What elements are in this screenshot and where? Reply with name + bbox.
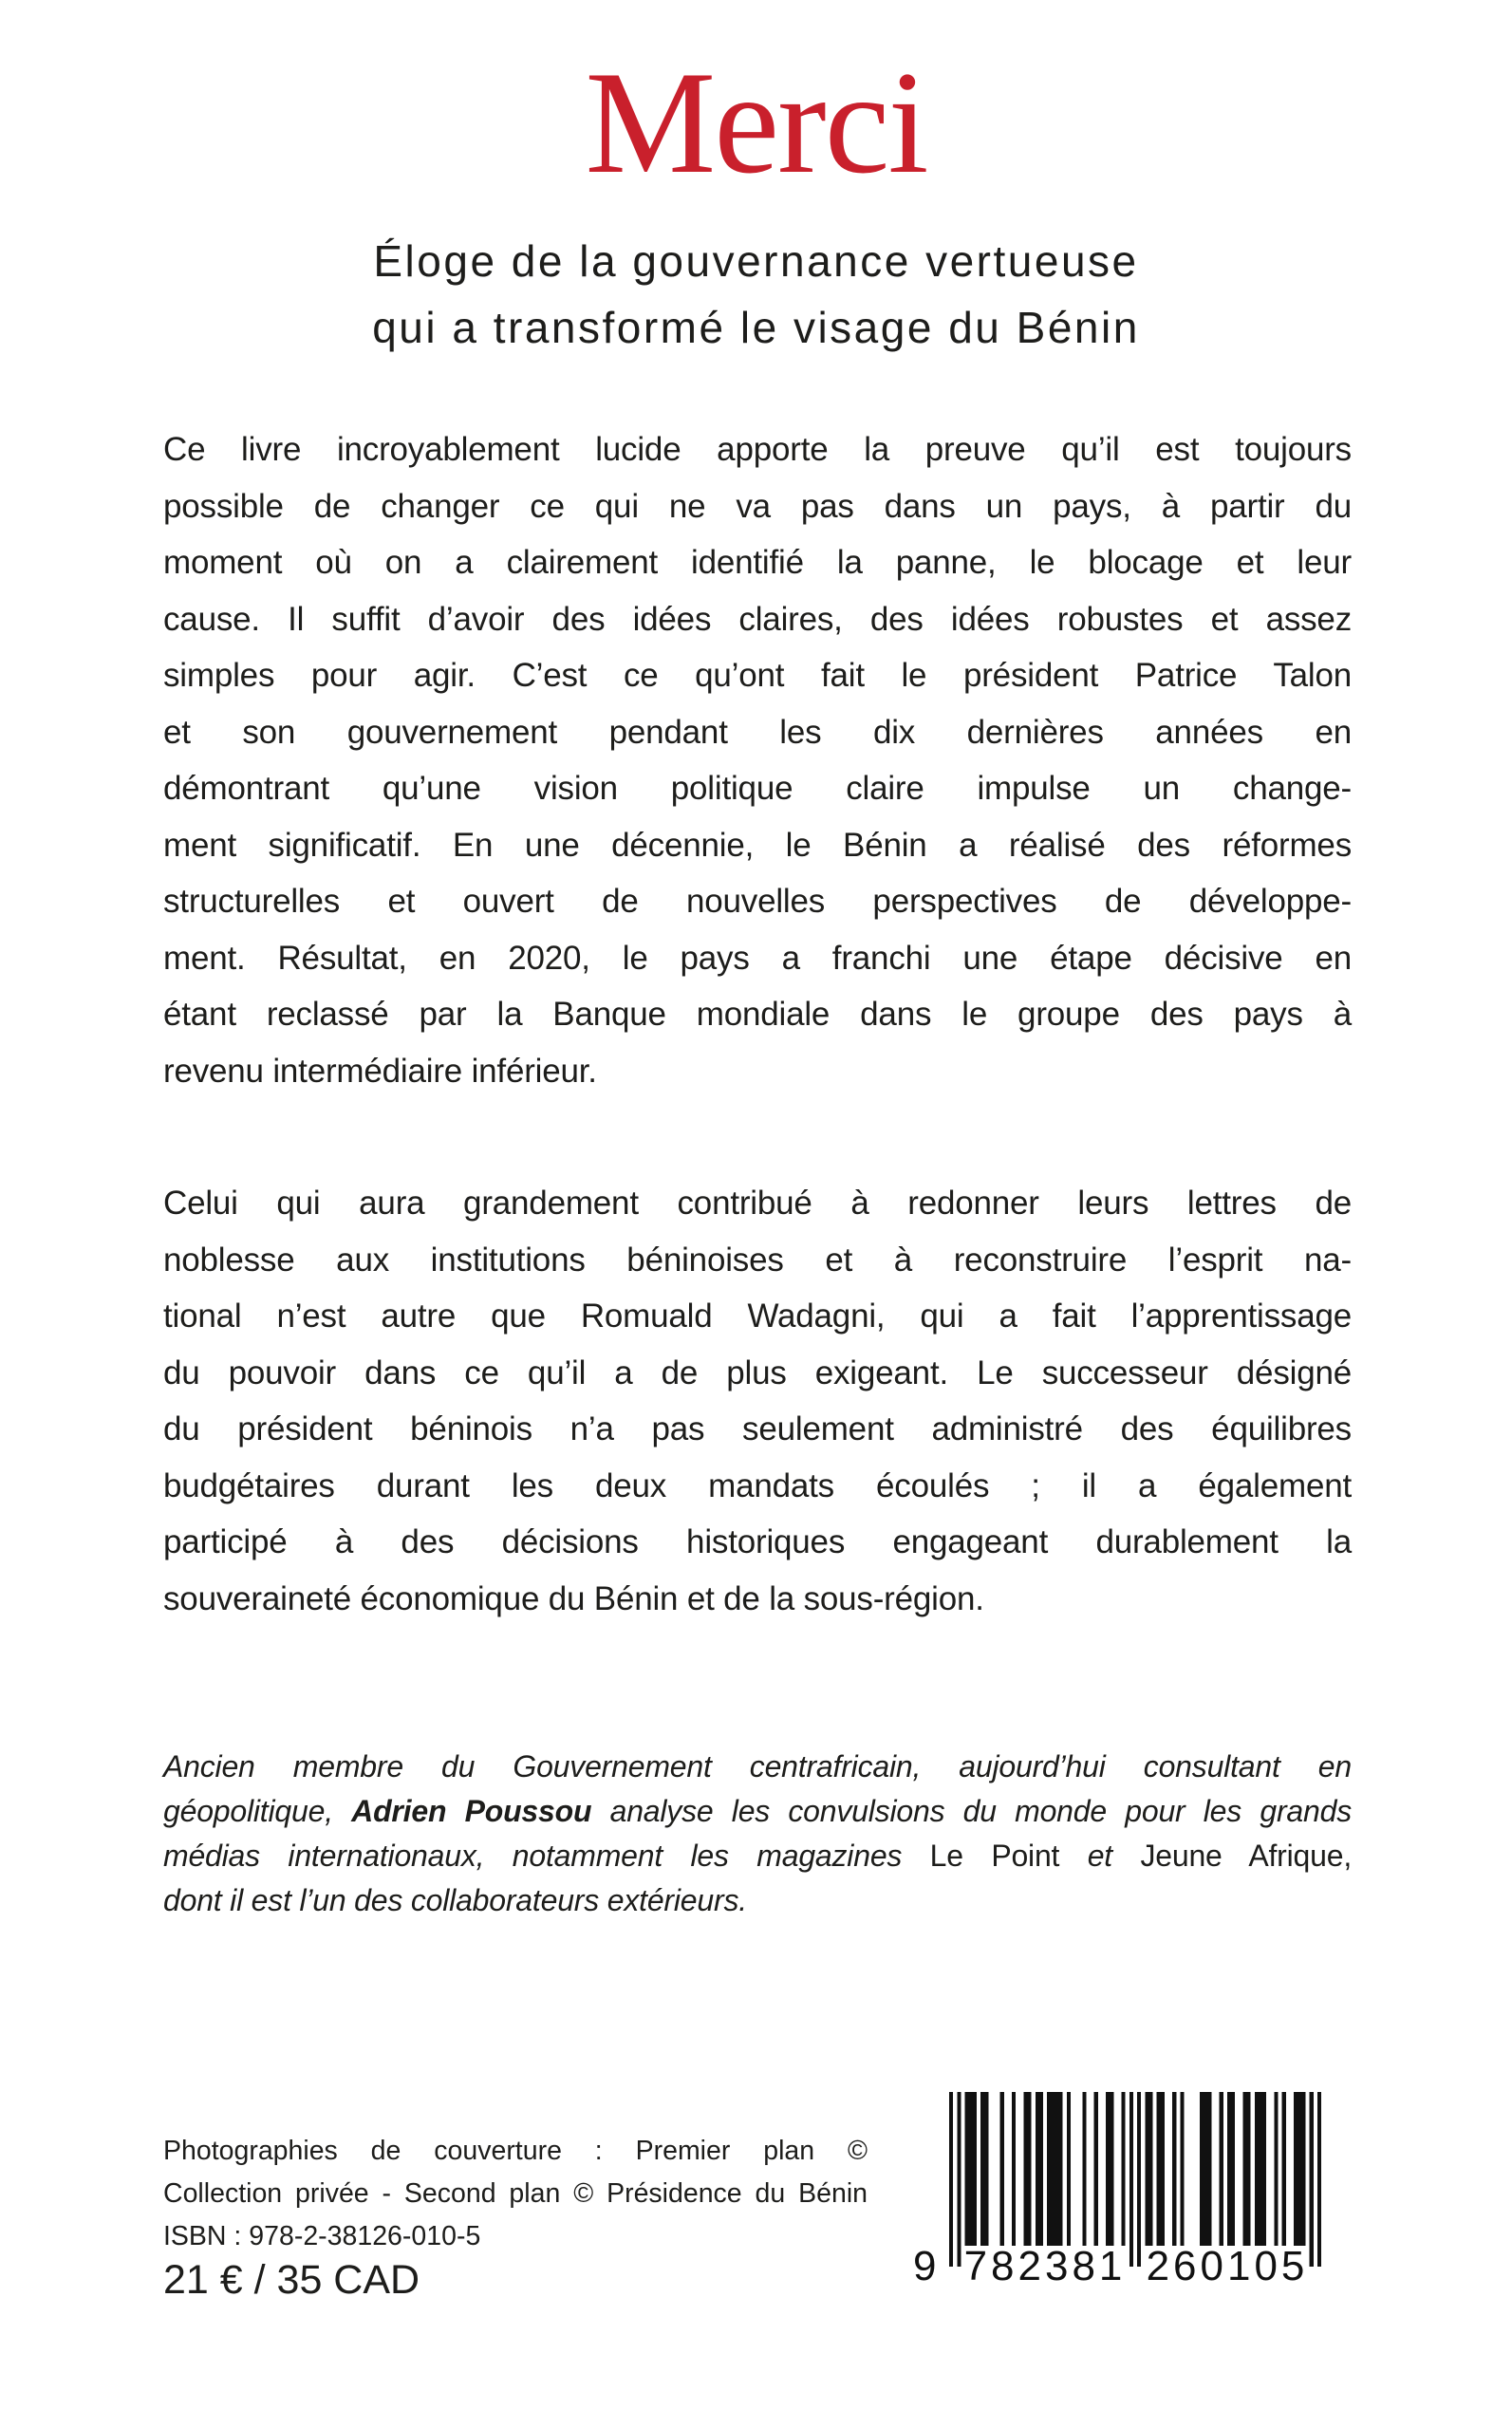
text-line: qui a transformé le visage du Bénin	[372, 303, 1140, 352]
text-segment: médias internationaux, notamment les magazines	[163, 1839, 930, 1873]
synopsis-paragraph-1	[163, 421, 1352, 1099]
text-line: ment significatif. En une décennie, le Bénin a réalisé des réformes	[163, 826, 1352, 864]
text-line	[163, 1834, 1352, 1878]
text-line: noblesse aux institutions béninoises et à reconstruire l’esprit na-	[163, 1241, 1352, 1279]
text-line: revenu intermédiaire inférieur.	[163, 1052, 597, 1090]
text-line: dont il est l’un des collaborateurs extérieurs.	[163, 1883, 747, 1917]
text-line: étant reclassé par la Banque mondiale dans le groupe des pays à	[163, 996, 1352, 1033]
price-label: 21 € / 35 CAD	[163, 2257, 420, 2303]
photo-credits	[163, 2130, 868, 2215]
text-segment: Jeune Afrique,	[1140, 1839, 1353, 1873]
text-line: Ancien membre du Gouvernement centrafricain, aujourd’hui consultant en	[163, 1749, 1352, 1783]
text-line: Celui qui aura grandement contribué à redonner leurs lettres de	[163, 1185, 1352, 1222]
ean-digits-left-group: 782381	[963, 2243, 1127, 2289]
ean13-barcode	[913, 2092, 1321, 2315]
text-line: possible de changer ce qui ne va pas dans un pays, à partir du	[163, 487, 1352, 525]
text-line: du président béninois n’a pas seulement administré des équilibres	[163, 1410, 1352, 1447]
text-line: moment où on a clairement identifié la panne, le blocage et leur	[163, 544, 1352, 581]
ean13-bars	[949, 2092, 1321, 2267]
text-segment: Adrien Poussou	[351, 1794, 592, 1828]
text-line: souveraineté économique du Bénin et de la sous-région.	[163, 1579, 984, 1617]
text-line: du pouvoir dans ce qu’il a de plus exigeant. Le successeur désigné	[163, 1354, 1352, 1391]
text-segment: Le Point	[929, 1839, 1060, 1873]
ean-digit-first: 9	[913, 2243, 937, 2289]
text-line: cause. Il suffit d’avoir des idées claires, des idées robustes et assez	[163, 600, 1352, 638]
text-line: budgétaires durant les deux mandats écoulés ; il a également	[163, 1466, 1352, 1504]
text-line: Photographies de couverture : Premier plan ©	[163, 2136, 868, 2166]
text-segment: analyse les convulsions du monde pour les grands	[591, 1794, 1353, 1828]
text-line: et son gouvernement pendant les dix dernières années en	[163, 713, 1352, 751]
ean-digits-right-group: 260105	[1146, 2243, 1309, 2289]
text-segment: géopolitique,	[163, 1794, 352, 1828]
text-line: simples pour agir. C’est ce qu’ont fait le président Patrice Talon	[163, 657, 1352, 694]
text-line: participé à des décisions historiques engageant durablement la	[163, 1523, 1352, 1560]
book-title: Merci	[585, 41, 927, 204]
text-line: tional n’est autre que Romuald Wadagni, qui a fait l’apprentissage	[163, 1298, 1352, 1335]
book-subtitle	[0, 228, 1512, 361]
isbn-label: ISBN : 978-2-38126-010-5	[163, 2221, 481, 2251]
synopsis-paragraph-2	[163, 1175, 1352, 1627]
text-line: Collection privée - Second plan © Présidence du Bénin	[163, 2178, 868, 2209]
text-line: structurelles et ouvert de nouvelles perspectives de développe-	[163, 883, 1352, 920]
text-line	[163, 1789, 1352, 1834]
text-line: Éloge de la gouvernance vertueuse	[373, 236, 1139, 286]
text-line: Ce livre incroyablement lucide apporte la preuve qu’il est toujours	[163, 431, 1352, 468]
author-bio	[163, 1745, 1352, 1923]
text-line: ment. Résultat, en 2020, le pays a franchi une étape décisive en	[163, 939, 1352, 977]
text-segment: et	[1059, 1839, 1141, 1873]
text-line: démontrant qu’une vision politique claire impulse un change-	[163, 770, 1352, 807]
